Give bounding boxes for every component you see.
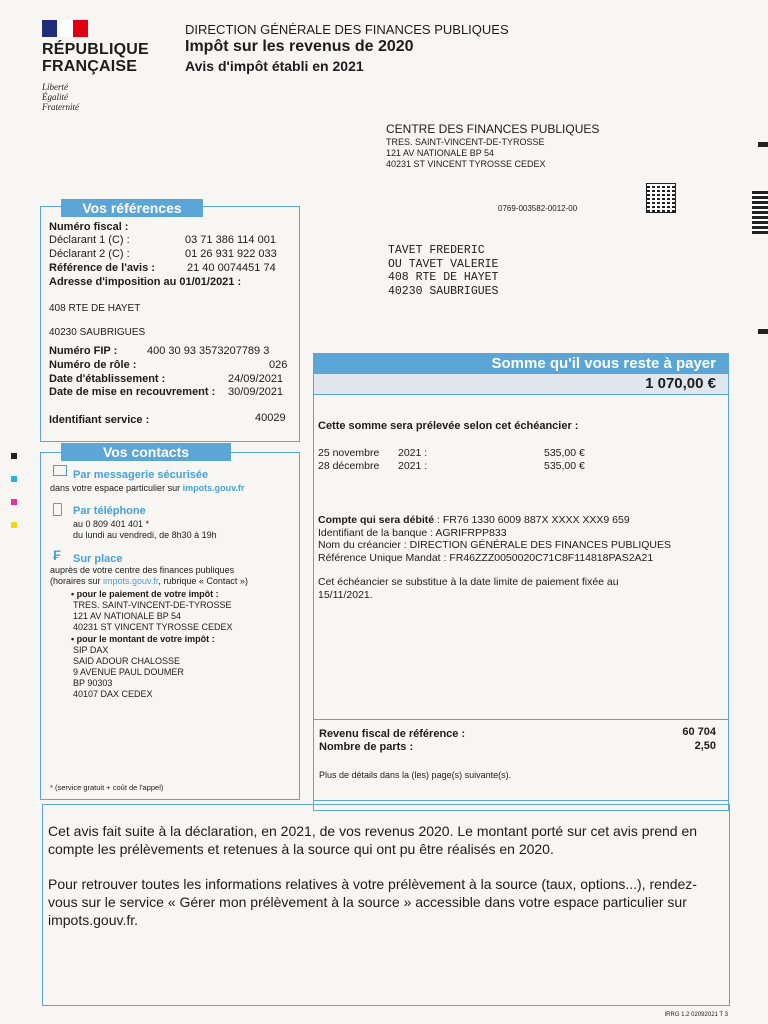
document-reference-code: 0769-003582-0012-00 bbox=[498, 204, 578, 213]
echeance-2-year: 2021 : bbox=[398, 460, 428, 472]
telephone-number: au 0 809 401 401 * bbox=[73, 519, 150, 529]
recipient-address: TAVET FREDERIC OU TAVET VALERIE 408 RTE DE HAYET 40230 SAUBRIGUES bbox=[388, 244, 499, 298]
echeancier-intro: Cette somme sera prélevée selon cet échéancier : bbox=[318, 420, 579, 432]
page-title: Impôt sur les revenus de 2020 bbox=[185, 38, 414, 55]
declarant2-value: 01 26 931 922 033 bbox=[185, 248, 277, 260]
montant-heading: • pour le montant de votre impôt : bbox=[71, 634, 215, 644]
recouv-label: Date de mise en recouvrement : bbox=[49, 386, 216, 398]
numero-fiscal-label: Numéro fiscal : bbox=[49, 221, 129, 233]
impots-link[interactable]: impots.gouv.fr bbox=[182, 483, 245, 493]
compte-debite: Compte qui sera débité : FR76 1330 6009 887X XXXX XXX9 659 bbox=[318, 514, 630, 526]
fip-value: 400 30 93 3573207789 3 bbox=[147, 345, 270, 357]
revenu-panel bbox=[313, 719, 729, 801]
messagerie-heading: Par messagerie sécurisée bbox=[73, 469, 209, 481]
footer-code: IRRG 1.2 02092021 T 3 bbox=[664, 1012, 728, 1018]
details-note: Plus de détails dans la (les) page(s) suivante(s). bbox=[319, 770, 512, 780]
echeance-1-year: 2021 : bbox=[398, 447, 428, 459]
page-subtitle: Avis d'impôt établi en 2021 bbox=[185, 58, 364, 74]
telephone-heading: Par téléphone bbox=[73, 505, 146, 517]
somme-amount: 1 070,00 € bbox=[314, 374, 728, 395]
place-line1: auprès de votre centre des finances publiques bbox=[50, 565, 235, 575]
french-flag-logo bbox=[42, 20, 88, 37]
centre-finances-name: CENTRE DES FINANCES PUBLIQUES bbox=[386, 122, 600, 136]
place-line2: (horaires sur impots.gouv.fr, rubrique « Contact ») bbox=[50, 576, 248, 586]
computer-icon bbox=[53, 465, 67, 476]
contacts-panel bbox=[40, 444, 300, 800]
substitution-line2: 15/11/2021. bbox=[318, 589, 373, 601]
etab-label: Date d'établissement : bbox=[49, 373, 166, 385]
declarant2-label: Déclarant 2 (C) : bbox=[49, 248, 130, 260]
print-marker-right-2 bbox=[758, 329, 768, 334]
echeance-1: 25 novembre bbox=[318, 447, 380, 459]
service-label: Identifiant service : bbox=[49, 414, 150, 426]
info-paragraph-2: Pour retrouver toutes les informations relatives à votre prélèvement à la source (taux, options...), rendez-vous sur le service « Gérer mon prélèvement à la source » accessible dans votre espace particulier sur impots.gouv.fr. bbox=[48, 876, 697, 928]
franc-building-icon: ₣ bbox=[53, 547, 61, 563]
references-panel bbox=[40, 200, 300, 442]
rfr-value: 60 704 bbox=[682, 726, 716, 738]
place-heading: Sur place bbox=[73, 553, 123, 565]
datamatrix-code bbox=[646, 183, 676, 213]
messagerie-text: dans votre espace particulier sur impots.gouv.fr bbox=[50, 483, 245, 493]
etab-value: 24/09/2021 bbox=[228, 373, 284, 385]
phone-icon bbox=[53, 503, 62, 516]
centre-finances-address: TRES. SAINT-VINCENT-DE-TYROSSE 121 AV NATIONALE BP 54 40231 ST VINCENT TYROSSE CEDEX bbox=[386, 137, 546, 169]
declarant1-label: Déclarant 1 (C) : bbox=[49, 234, 130, 246]
ref-avis-value: 21 40 0074451 74 bbox=[187, 262, 276, 274]
role-value: 026 bbox=[269, 359, 288, 371]
impots-link-2[interactable]: impots.gouv.fr bbox=[103, 576, 159, 586]
side-barcode bbox=[752, 190, 768, 234]
print-marker-cyan bbox=[11, 476, 17, 482]
info-panel bbox=[42, 804, 730, 1006]
info-paragraph-1: Cet avis fait suite à la déclaration, en 2021, de vos revenus 2020. Le montant porté sur cet avis prend en compte les prélèvements et retenues à la source qui ont pu être réalisés en 2020. bbox=[48, 823, 698, 857]
contacts-title: Vos contacts bbox=[61, 443, 231, 461]
paiement-heading: • pour le paiement de votre impôt : bbox=[71, 589, 219, 599]
mandat: Référence Unique Mandat : FR46ZZZ0050020C71C8F114818PAS2A21 bbox=[318, 552, 654, 564]
declarant1-value: 03 71 386 114 001 bbox=[185, 234, 276, 246]
recouv-value: 30/09/2021 bbox=[228, 386, 284, 398]
fip-label: Numéro FIP : bbox=[49, 345, 118, 357]
print-marker-magenta bbox=[11, 499, 17, 505]
paiement-address: TRES. SAINT-VINCENT-DE-TYROSSE 121 AV NATIONALE BP 54 40231 ST VINCENT TYROSSE CEDEX bbox=[73, 600, 233, 632]
adresse-label: Adresse d'imposition au 01/01/2021 : bbox=[49, 276, 242, 288]
contacts-footnote: * (service gratuit + coût de l'appel) bbox=[50, 783, 164, 792]
somme-title: Somme qu'il vous reste à payer bbox=[314, 354, 728, 374]
parts-label: Nombre de parts : bbox=[319, 741, 414, 753]
service-value: 40029 bbox=[255, 412, 286, 424]
telephone-hours: du lundi au vendredi, de 8h30 à 19h bbox=[73, 530, 217, 540]
republique-logo-text: RÉPUBLIQUE FRANÇAISE bbox=[42, 41, 149, 75]
print-marker-right-1 bbox=[758, 142, 768, 147]
adresse-line2: 40230 SAUBRIGUES bbox=[49, 327, 146, 338]
echeance-1-amount: 535,00 € bbox=[544, 447, 585, 459]
parts-value: 2,50 bbox=[694, 740, 716, 752]
role-label: Numéro de rôle : bbox=[49, 359, 137, 371]
print-marker-black bbox=[11, 453, 17, 459]
echeance-2-amount: 535,00 € bbox=[544, 460, 585, 472]
republic-motto: Liberté Égalité Fraternité bbox=[42, 82, 79, 112]
banque-id: Identifiant de la banque : AGRIFRPP833 bbox=[318, 527, 507, 539]
ref-avis-label: Référence de l'avis : bbox=[49, 262, 155, 274]
creancier: Nom du créancier : DIRECTION GÉNÉRALE DES FINANCES PUBLIQUES bbox=[318, 539, 672, 551]
echeance-2: 28 décembre bbox=[318, 460, 380, 472]
references-title: Vos références bbox=[61, 199, 203, 217]
adresse-line1: 408 RTE DE HAYET bbox=[49, 303, 141, 314]
substitution-line1: Cet échéancier se substitue à la date limite de paiement fixée au bbox=[318, 576, 619, 588]
rfr-label: Revenu fiscal de référence : bbox=[319, 728, 466, 740]
print-marker-yellow bbox=[11, 522, 17, 528]
direction-heading: DIRECTION GÉNÉRALE DES FINANCES PUBLIQUES bbox=[185, 22, 509, 37]
montant-address: SIP DAX SAID ADOUR CHALOSSE 9 AVENUE PAUL DOUMER BP 90303 40107 DAX CEDEX bbox=[73, 645, 184, 699]
